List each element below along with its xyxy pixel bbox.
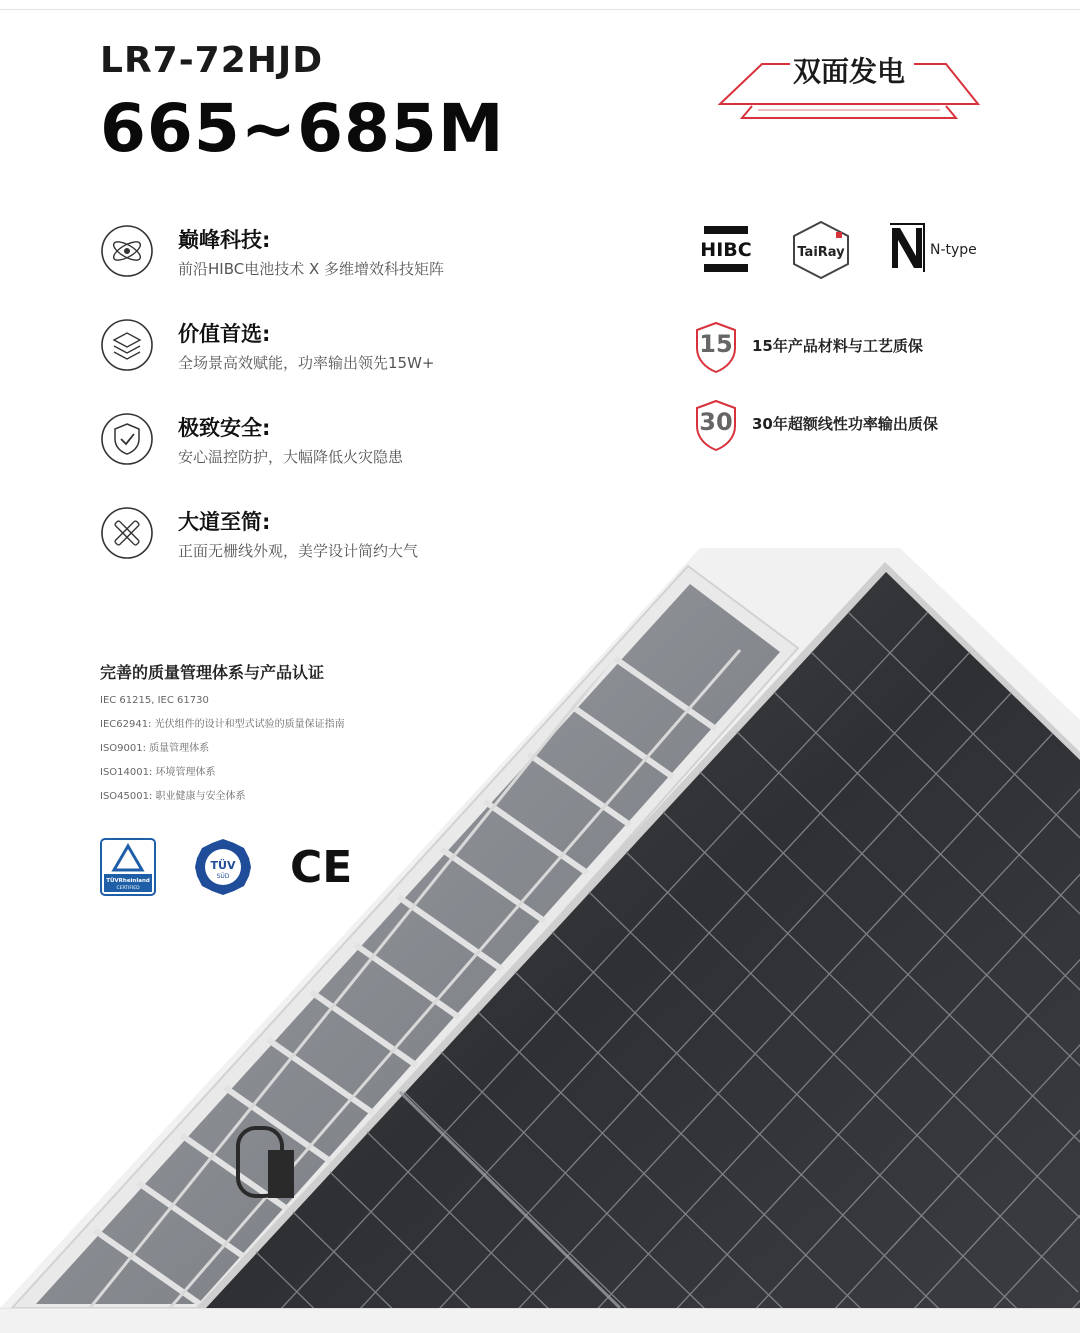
bifacial-badge [718,46,980,126]
feature-title: 大道至简: [178,510,271,534]
bifacial-label: 双面发电 [792,55,905,88]
tuv-rheinland-badge [100,838,156,896]
hibc-logo [696,222,756,276]
tools-icon [100,506,154,560]
bottom-bar [0,1308,1080,1333]
cert-item: IEC62941: 光伏组件的设计和型式试验的质量保证指南 [100,719,345,730]
cert-item: ISO14001: 环境管理体系 [100,767,216,778]
ce-text: CE [290,842,353,893]
warranty-30 [694,398,984,454]
feature-title: 巅峰科技: [178,228,271,252]
feature-value [100,318,620,380]
ce-mark [290,844,360,892]
cert-item: ISO9001: 质量管理体系 [100,743,210,754]
feature-design [100,506,620,568]
cert-item: IEC 61215, IEC 61730 [100,695,209,706]
shield-check-icon [100,412,154,466]
warranty-number: 30 [699,408,733,436]
tairay-logo [786,218,856,282]
hibc-text: HIBC [700,239,752,261]
warranty-number: 15 [699,330,733,358]
tairay-text: TaiRay [797,245,845,260]
tuv-rheinland-logo-icon [100,838,156,896]
model-number: LR7-72HJD [100,40,324,81]
warranty-text: 15年产品材料与工艺质保 [752,337,923,355]
tuv-rheinland-sub: CERTIFIED [116,886,140,891]
atom-icon [100,224,154,278]
tuv-sud-sub: SÜD [216,873,230,880]
feature-desc: 安心温控防护，大幅降低火灾隐患 [178,448,404,466]
hibc-badge-icon [696,222,756,276]
n-letter-icon [888,222,928,274]
cert-list [100,694,345,814]
ntype-label: N-type [930,242,977,258]
tuv-sud-text: TÜV [210,859,236,872]
feature-safety [100,412,620,474]
feature-desc: 前沿HIBC电池技术 X 多维增效科技矩阵 [178,260,445,278]
tuv-rheinland-text: TÜVRheinland [106,878,150,884]
warranty-15 [694,320,984,376]
feature-desc: 全场景高效赋能，功率输出领先15W+ [178,354,435,372]
power-range: 665~685M [100,90,505,167]
cert-title: 完善的质量管理体系与产品认证 [100,663,325,682]
feature-title: 价值首选: [178,322,271,346]
tairay-badge-icon [786,218,856,282]
layers-icon [100,318,154,372]
cert-item: ISO45001: 职业健康与安全体系 [100,791,246,802]
warranty-text: 30年超额线性功率输出质保 [752,415,938,433]
feature-tech [100,224,620,286]
feature-desc: 正面无栅线外观，美学设计简约大气 [178,542,419,560]
feature-title: 极致安全: [178,416,271,440]
tuv-sud-logo-icon [194,838,252,896]
ntype-logo [888,222,988,276]
tuv-sud-badge [194,838,252,896]
